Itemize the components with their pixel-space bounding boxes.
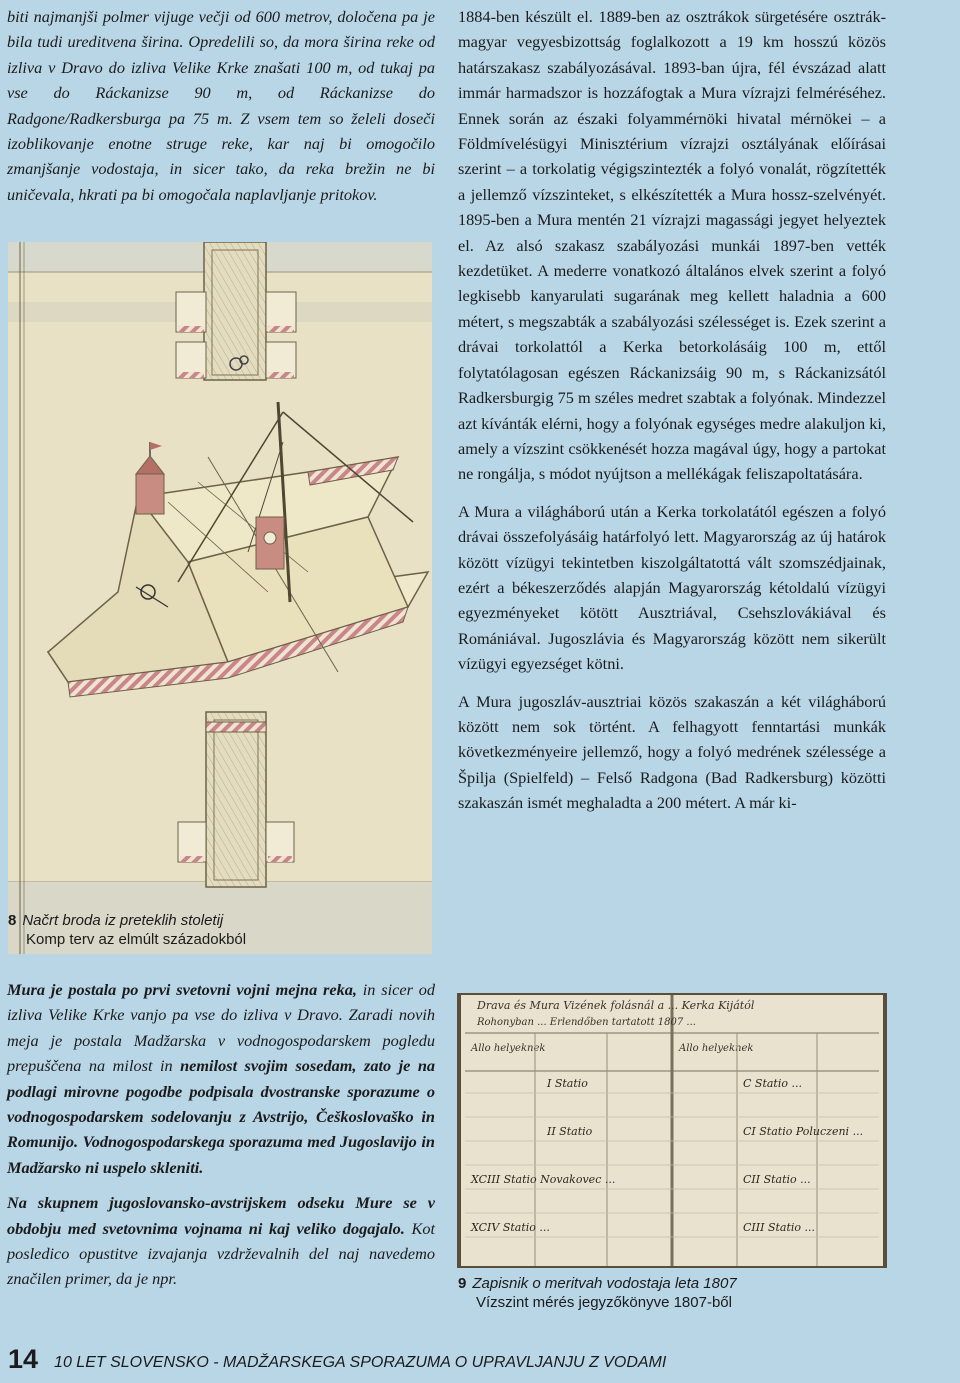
figure-9-caption-sl: Zapisnik o meritvah vodostaja leta 1807 xyxy=(472,1275,737,1292)
logbook-left-row-3: XCIII Statio Novakovec ... xyxy=(471,1173,616,1186)
publication-title: 10 LET SLOVENSKO - MADŽARSKEGA SPORAZUMA O UPRAVLJANJU Z VODAMI xyxy=(54,1354,667,1371)
logbook-left-row-4: XCIV Statio ... xyxy=(471,1221,550,1234)
figure-9-number: 9 xyxy=(458,1275,467,1292)
bottom-left-paragraph-2 xyxy=(7,1190,435,1292)
logbook-col-head-right: Allo helyeknek xyxy=(679,1043,754,1054)
page-number: 14 xyxy=(8,1344,39,1374)
logbook-header-1: Drava és Mura Vizének folásnál a ... Kerka Kijától xyxy=(477,999,755,1012)
left-paragraph-1: biti najmanjši polmer vijuge večji od 600 metrov, določena pa je bila tudi ureditvena širina. Opredelili so, da mora širina reke od izliva v Dravo do izliva Velike Krke znašati 100 m, od tukaj pa vse do Ráckanizse 90 m, od Ráckanizse do Radgone/Radkersburga pa 75 m. Z vsem tem so želeli doseči izoblikovanje enotne struge reke, kar naj bi omogočilo zmanjšanje vodostaja, in sicer tako, da reka brežin ne bi uničevala, hkrati pa bi omogočala naplavljanje pritokov. xyxy=(7,7,435,204)
figure-9-caption-hu: Vízszint mérés jegyzőkönyve 1807-ből xyxy=(476,1294,732,1311)
bottom-left-paragraph-1 xyxy=(7,977,435,1180)
right-hungarian-text xyxy=(458,4,886,828)
bold-span-3: zato je na podlagi mirovne pogodbe podpisala dvostranske sporazume o vodnogospodarskem sodelovanju z Avstrijo, Češkoslovaško in Romunijo. Vodnogospodarskega sporazuma med Jugoslavijo in Madžarsko ni uspelo skleniti. xyxy=(7,1056,436,1177)
logbook-left-row-2: II Statio xyxy=(547,1125,593,1138)
bold-span-4: Na skupnem jugoslovansko-avstrijskem odseku Mure se v obdobju med svetovnima vojnama ni kaj veliko dogajalo. xyxy=(7,1193,435,1238)
figure-9-caption xyxy=(458,1274,737,1312)
text-span-2 xyxy=(357,1056,364,1075)
bold-span-1: Mura je postala po prvi svetovni vojni mejna reka, xyxy=(7,980,357,999)
bottom-left-text xyxy=(7,977,435,1302)
figure-8-caption xyxy=(8,911,246,949)
logbook-left-row-1: I Statio xyxy=(547,1077,588,1090)
right-paragraph-3: A Mura jugoszláv-ausztriai közös szakaszán a két világháború között nem sok történt. A felhagyott fenntartási munkák következményeire jellemző, hogy a folyó medrének szélessége a Špilja (Spielfeld) – Felső Radgona (Bad Radkersburg) közötti szakaszán ismét meghaladta a 200 métert. A már ki- xyxy=(458,691,886,813)
logbook-right-row-3: CII Statio ... xyxy=(743,1173,811,1186)
right-paragraph-1: 1884-ben készült el. 1889-ben az osztrákok sürgetésére osztrák-magyar vegyesbizottság foglalkozott a 19 km hosszú közös határszakasz szabályozásával. 1893-ban újra, fél évszázad alatt immár harmadszor is hozzáfogtak a Mura vízrajzi felméréséhez. Ennek során az északi folyammérnöki hivatal mérnökei – a Földmívelésügyi Minisztérium vízrajzi osztályának előírásai szerint – a torkolatig végigszintezték a folyó vonalát, rögzítették a jellemző vízszinteket, s elkészítették a Mura hossz-szelvényét. 1895-ben a Mura mentén 21 vízrajzi magassági jegyet helyeztek el. Az alsó szakasz szabályozási munkái 1897-ben vették kezdetüket. A mederre vonatkozó általános elvek szerint a folyó legkisebb kanyarulati sugarának meg kellett haladnia a 600 métert, s megszabták a szabályozási szélességet is. Ezek szerint a drávai torkolattól a Kerka betorkolásáig 100 m, ettől folytatólagosan egészen Ráckanizsáig 90 m, s Ráckanizsától Radkersburgig 75 m széles medret szabtak a folyónak. Mindezzel azt kívánták elérni, hogy a folyónak egységes medre alakuljon ki, amely a vízszint csökkenését hozza magával úgy, hogy a partokat ne rongálja, s módot nyújtson a mellékágak feliszapoltatására. xyxy=(458,7,886,484)
logbook-right-row-2: CI Statio Poluczeni ... xyxy=(743,1125,864,1138)
water-level-logbook-figure xyxy=(457,993,887,1268)
logbook-right-row-1: C Statio ... xyxy=(743,1077,802,1090)
text-span-1: in sicer od izliva Velike Krke vanjo pa vse do izliva v Dravo. Zaradi novih meja je postala Madžarska v vodnogospodarskem pogledu prepuščena na milost in xyxy=(7,980,435,1076)
logbook-col-head-left: Allo helyeknek xyxy=(471,1043,546,1054)
page-footer xyxy=(8,1338,666,1374)
figure-8-caption-hu: Komp terv az elmúlt századokból xyxy=(26,931,247,948)
figure-8-caption-sl: Načrt broda iz preteklih stoletij xyxy=(22,912,224,929)
logbook-header-2: Rohonyban ... Erlendőben tartatott 1807 ... xyxy=(477,1017,696,1028)
right-paragraph-2: A Mura a világháború után a Kerka torkolatától egészen a folyó drávai összefolyásáig határfolyó lett. Magyarország az új határok között vízügyi tekintetben kiszolgáltatottá vált szomszédjainak, ezért a békeszerződés alapján Magyarország kétoldalú vízügyi egyezményeket kötött Ausztriával, Csehszlovákiával és Romániával. Jugoszlávia és Magyarország között nem sikerült vízügyi egyezséget kötni. xyxy=(458,501,886,674)
logbook-right-row-4: CIII Statio ... xyxy=(743,1221,816,1234)
ferry-plan-figure xyxy=(8,242,432,954)
left-intro-text xyxy=(7,4,435,207)
text-span-3: Kot posledico opustitve izvajanja vzdrževalnih del naj navedemo značilen primer, da je npr. xyxy=(7,1218,435,1289)
bold-span-2: nemilost svojim sosedam, xyxy=(180,1056,357,1076)
logbook-photo xyxy=(457,993,887,1268)
ferry-plan-drawing xyxy=(8,242,432,954)
figure-8-number: 8 xyxy=(8,912,17,929)
